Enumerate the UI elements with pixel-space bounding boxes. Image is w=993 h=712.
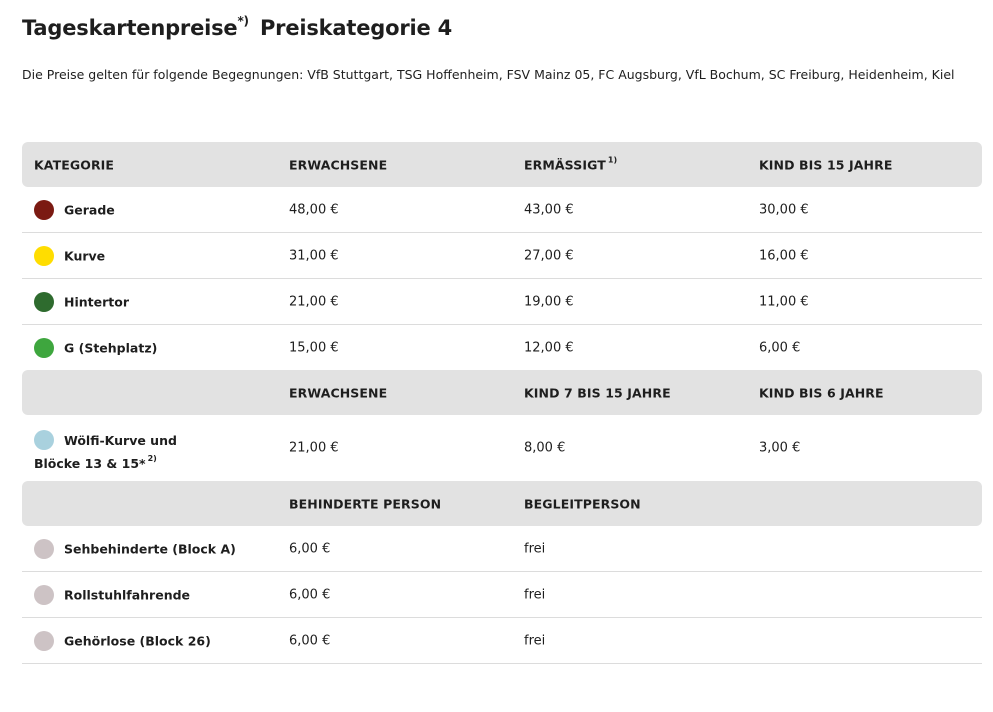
header-kind-bis-6: KIND BIS 6 JAHRE <box>759 385 884 400</box>
header-ermaessigt <box>524 154 618 173</box>
title-category: Preiskategorie 4 <box>259 16 453 40</box>
table-row-woelfi-kurve <box>22 415 982 480</box>
category-dot-icon <box>34 200 54 220</box>
table-row-gehoerlose <box>22 618 982 664</box>
category-dot-icon <box>34 631 54 651</box>
price-erwachsene: 15,00 € <box>289 340 339 355</box>
intro-text: Die Preise gelten für folgende Begegnungen: VfB Stuttgart, TSG Hoffenheim, FSV Mainz 05, FC Augsburg, VfL Bochum, SC Freiburg, Heidenheim, Kiel <box>22 67 955 82</box>
header-erwachsene: ERWACHSENE <box>289 385 388 400</box>
price-kind: 30,00 € <box>759 202 809 217</box>
price-begleit: frei <box>524 633 546 648</box>
price-kind: 11,00 € <box>759 294 809 309</box>
category-name: Kurve <box>64 248 106 263</box>
table-row-stehplatz <box>22 325 982 370</box>
table-row-rollstuhl <box>22 572 982 618</box>
price-ermaessigt: 19,00 € <box>524 294 574 309</box>
title-footnote-mark: *) <box>237 14 249 28</box>
header-kind-bis-15: KIND BIS 15 JAHRE <box>759 157 893 172</box>
header-erwachsene: ERWACHSENE <box>289 157 388 172</box>
title-main: Tageskartenpreise <box>22 16 238 40</box>
table-row-sehbehinderte <box>22 526 982 572</box>
table-row-kurve <box>22 233 982 279</box>
price-erwachsene: 21,00 € <box>289 440 339 455</box>
table-row-hintertor <box>22 279 982 325</box>
price-behinderte: 6,00 € <box>289 541 331 556</box>
price-ermaessigt: 12,00 € <box>524 340 574 355</box>
price-behinderte: 6,00 € <box>289 633 331 648</box>
price-begleit: frei <box>524 541 546 556</box>
category-name: Gehörlose (Block 26) <box>64 633 211 648</box>
price-erwachsene: 48,00 € <box>289 202 339 217</box>
category-dot-icon <box>34 246 54 266</box>
category-name-line2-text: Blöcke 13 & 15* <box>34 456 146 472</box>
category-name-line2 <box>34 451 177 474</box>
header-ermaessigt-label: ERMÄSSIGT <box>524 157 606 173</box>
header-kategorie: KATEGORIE <box>34 157 115 172</box>
price-ermaessigt: 27,00 € <box>524 248 574 263</box>
table-row-gerade <box>22 187 982 233</box>
category-name <box>34 431 177 474</box>
price-begleit: frei <box>524 587 546 602</box>
price-ermaessigt: 43,00 € <box>524 202 574 217</box>
price-kind: 16,00 € <box>759 248 809 263</box>
price-kind-7-15: 8,00 € <box>524 440 566 455</box>
category-name: Gerade <box>64 202 115 217</box>
category-name: Sehbehinderte (Block A) <box>64 541 236 556</box>
category-name: Rollstuhlfahrende <box>64 587 191 602</box>
category-name: Hintertor <box>64 294 129 309</box>
header-behinderte-person: BEHINDERTE PERSON <box>289 496 442 511</box>
price-erwachsene: 31,00 € <box>289 248 339 263</box>
category-name-line1: Wölfi-Kurve und <box>64 433 177 448</box>
category-dot-icon <box>34 585 54 605</box>
header-kind-7-15: KIND 7 BIS 15 JAHRE <box>524 385 671 400</box>
category-name: G (Stehplatz) <box>64 340 158 355</box>
price-kind-bis-6: 3,00 € <box>759 440 801 455</box>
price-kind: 6,00 € <box>759 340 801 355</box>
header-begleitperson: BEGLEITPERSON <box>524 496 641 511</box>
price-erwachsene: 21,00 € <box>289 294 339 309</box>
category-dot-icon <box>34 539 54 559</box>
category-footnote-mark: 2) <box>147 454 157 463</box>
table-header-categories <box>22 142 982 187</box>
table-header-accessibility <box>22 481 982 526</box>
category-dot-icon <box>34 292 54 312</box>
price-behinderte: 6,00 € <box>289 587 331 602</box>
header-ermaessigt-note: 1) <box>607 154 618 164</box>
table-header-woelfi <box>22 370 982 415</box>
category-dot-icon <box>34 338 54 358</box>
page-title <box>22 16 452 40</box>
